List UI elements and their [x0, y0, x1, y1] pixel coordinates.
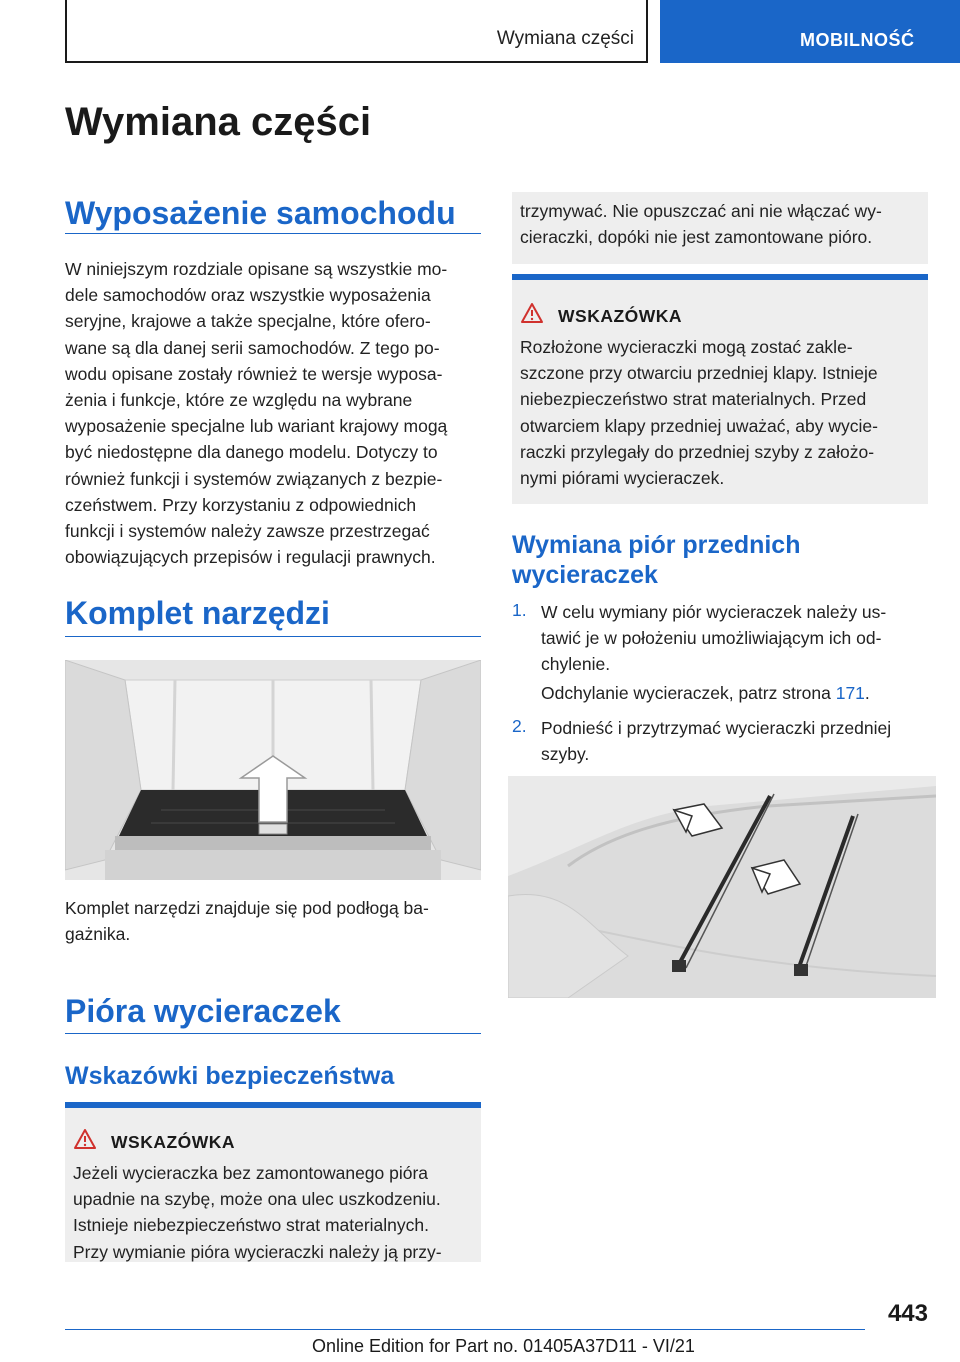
- warning-box-continued: [512, 192, 928, 264]
- footer-edition: Online Edition for Part no. 01405A37D11 - VI/21: [312, 1336, 695, 1356]
- page-number: 443: [887, 1300, 928, 1327]
- heading-safety-notes: Wskazówki bezpieczeństwa: [65, 1062, 395, 1090]
- heading-rule: [65, 233, 481, 234]
- warning-title: WSKAZÓWKA: [558, 306, 683, 326]
- step-text: Podnieść i przytrzymać wycieraczki przedniej szyby.: [541, 718, 892, 765]
- warning-bar: [512, 274, 928, 280]
- step-text: W celu wymiany piór wycieraczek należy us- tawić je w położeniu umożliwiającym ich od- chylenie.: [541, 602, 887, 675]
- trunk-figure: [65, 660, 481, 880]
- page-title: Wymiana części: [65, 100, 372, 144]
- step-number: 2.: [512, 716, 527, 736]
- warning-title: WSKAZÓWKA: [111, 1132, 236, 1152]
- wiper-illustration: [508, 776, 936, 998]
- wiper-figure: [508, 776, 936, 998]
- heading-wipers: Pióra wycieraczek: [65, 993, 341, 1029]
- page-link[interactable]: 171: [835, 683, 865, 703]
- trunk-illustration: [65, 660, 481, 880]
- warning-box-wiper: [65, 1102, 481, 1262]
- step-number: 1.: [512, 600, 527, 620]
- warning-bar: [65, 1102, 481, 1108]
- step-note: Odchylanie wycieraczek, patrz strona 171.: [541, 683, 870, 703]
- warning-text: Rozłożone wycieraczki mogą zostać zakle- szczone przy otwarciu przedniej klapy. Istnieje niebezpieczeństwo strat materialnych. Przed otwarciem klapy przedniej uważać, aby wycie- raczki przylegały do przedniej szyby z założo- nymi piórami wycieraczek.: [520, 337, 878, 489]
- heading-toolkit: Komplet narzędzi: [65, 595, 330, 631]
- warning-text-continued: trzymywać. Nie opuszczać ani nie włączać wy- cieraczki, dopóki nie jest zamontowane pióro.: [520, 201, 882, 248]
- header-section-box: [65, 0, 648, 63]
- header-chapter-label: MOBILNOŚĆ: [800, 30, 915, 50]
- warning-triangle-icon: [73, 1128, 97, 1150]
- footer-rule: [65, 1329, 865, 1330]
- warning-text: Jeżeli wycieraczka bez zamontowanego pióra upadnie na szybę, może ona ulec uszkodzeniu. Istnieje niebezpieczeństwo strat materialnych. Przy wymianie pióra wycieraczki należy ją przy-: [73, 1163, 442, 1262]
- warning-box-hood: [512, 274, 928, 504]
- header-section-title: Wymiana części: [496, 28, 634, 49]
- warning-triangle-icon: [520, 302, 544, 324]
- equipment-paragraph: W niniejszym rozdziale opisane są wszystkie mo- dele samochodów oraz wszystkie wyposażenia seryjne, krajowe a także specjalne, które ofero- wane są dla danej serii samochodów. Z tego po- wodu opisane zostały również te wersje wyposa- żenia i funkcje, które ze względu na wybrane wyposażenie specjalne lub wariant krajowy mogą być niedostępne dla danego modelu. Dotyczy to również funkcji i systemów związanych z bezpie- czeństwem. Przy korzystaniu z odpowiednich funkcji i systemów należy zawsze przestrzegać obowiązujących przepisów i regulacji prawnych.: [65, 259, 448, 568]
- heading-rule: [65, 636, 481, 637]
- heading-front-wipers: Wymiana piór przednich wycieraczek: [512, 531, 801, 589]
- heading-rule: [65, 1033, 481, 1034]
- toolkit-paragraph: Komplet narzędzi znajduje się pod podłogą ba- gażnika.: [65, 898, 429, 945]
- header-chapter-tab: [660, 0, 960, 63]
- heading-equipment: Wyposażenie samochodu: [65, 195, 456, 231]
